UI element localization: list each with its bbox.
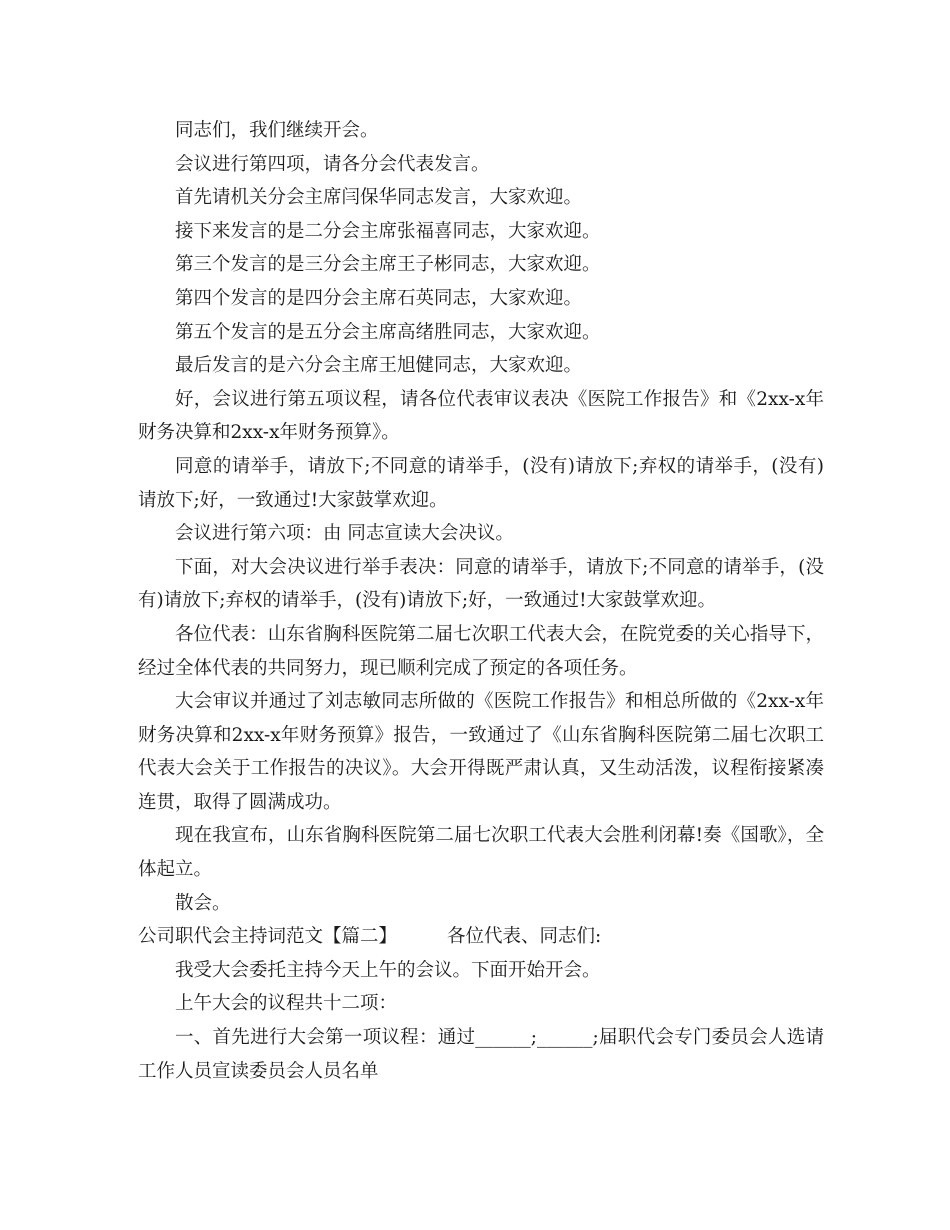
- paragraph: 接下来发言的是二分会主席张福喜同志，大家欢迎。: [175, 220, 601, 242]
- paragraph: 会议进行第六项：由 同志宣读大会决议。: [175, 523, 514, 545]
- section-title: 公司职代会主持词范文【篇二】: [138, 926, 398, 948]
- paragraph: 最后发言的是六分会主席王旭健同志，大家欢迎。: [175, 355, 583, 377]
- section-heading-line: [138, 920, 824, 954]
- paragraph: 各位代表：山东省胸科医院第二届七次职工代表大会，在院党委的关心指导下，经过全体代表的共同努力，现已顺利完成了预定的各项任务。: [138, 623, 824, 679]
- document-body: [138, 114, 824, 1088]
- paragraph: 第三个发言的是三分会主席王子彬同志，大家欢迎。: [175, 254, 601, 276]
- paragraph: 会议进行第四项，请各分会代表发言。: [175, 153, 490, 175]
- paragraph: 好，会议进行第五项议程，请各位代表审议表决《医院工作报告》和《2xx-x年财务决算和2xx-x年财务预算》。: [138, 388, 824, 444]
- paragraph: 上午大会的议程共十二项：: [175, 993, 398, 1015]
- paragraph: 大会审议并通过了刘志敏同志所做的《医院工作报告》和相总所做的《2xx-x年财务决算和2xx-x年财务预算》报告，一致通过了《山东省胸科医院第二届七次职工代表大会关于工作报告的决议》。大会开得既严肃认真，又生动活泼，议程衔接紧凑连贯，取得了圆满成功。: [138, 691, 824, 813]
- paragraph: 我受大会委托主持今天上午的会议。下面开始开会。: [175, 959, 601, 981]
- paragraph: 第五个发言的是五分会主席高绪胜同志，大家欢迎。: [175, 321, 601, 343]
- paragraph: 下面，对大会决议进行举手表决：同意的请举手，请放下;不同意的请举手，(没有)请放下;弃权的请举手，(没有)请放下;好，一致通过!大家鼓掌欢迎。: [138, 556, 824, 612]
- paragraph: 首先请机关分会主席闫保华同志发言，大家欢迎。: [175, 187, 583, 209]
- paragraph: 现在我宣布，山东省胸科医院第二届七次职工代表大会胜利闭幕!奏《国歌》，全体起立。: [138, 825, 824, 881]
- section-greeting: 各位代表、同志们:: [447, 926, 602, 948]
- paragraph: 一、首先进行大会第一项议程：通过______;______;届职代会专门委员会人选请工作人员宣读委员会人员名单: [138, 1027, 824, 1082]
- paragraph: 同意的请举手，请放下;不同意的请举手，(没有)请放下;弃权的请举手，(没有)请放下;好，一致通过!大家鼓掌欢迎。: [138, 455, 824, 511]
- paragraph: 同志们，我们继续开会。: [175, 120, 379, 141]
- paragraph: 第四个发言的是四分会主席石英同志，大家欢迎。: [175, 287, 583, 309]
- paragraph: 散会。: [175, 892, 231, 914]
